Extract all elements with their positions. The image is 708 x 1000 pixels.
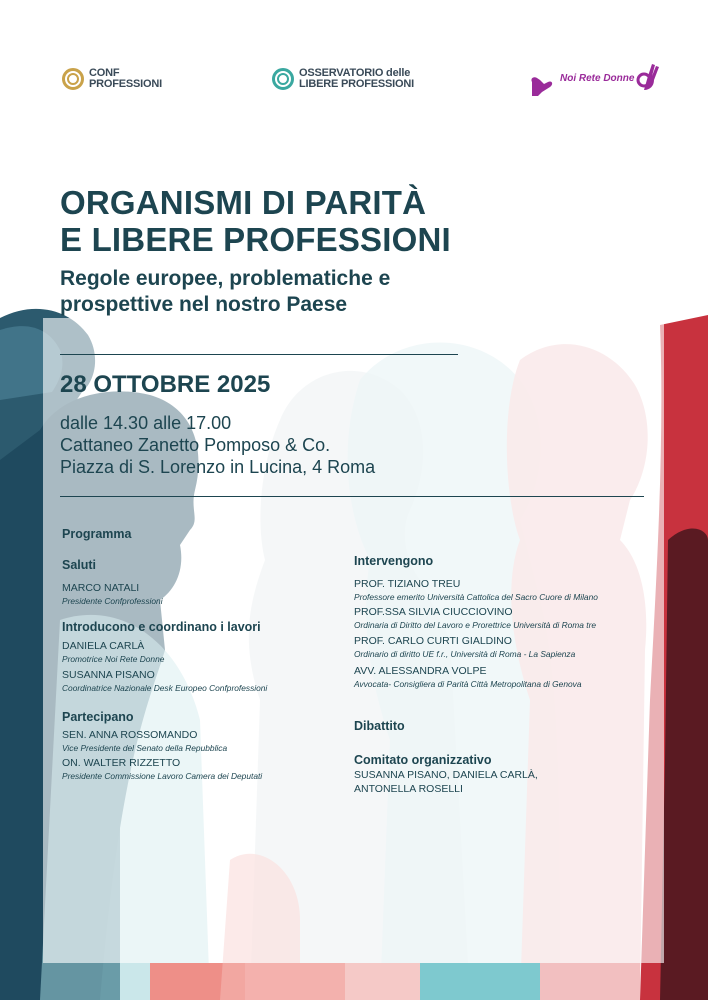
comitato-heading: Comitato organizzativo — [354, 753, 492, 767]
intervengono-heading: Intervengono — [354, 554, 434, 568]
event-venue: Cattaneo Zanetto Pomposo & Co. — [60, 435, 331, 455]
title-line-2: E LIBERE PROFESSIONI — [60, 221, 451, 258]
speaker-role: Coordinatrice Nazionale Desk Europeo Confprofessioni — [62, 683, 268, 693]
speaker-role: Presidente Commissione Lavoro Camera dei Deputati — [62, 771, 263, 781]
divider-top — [60, 354, 458, 355]
osservatorio-line2: LIBERE PROFESSIONI — [299, 78, 414, 90]
event-subtitle — [60, 266, 390, 318]
osservatorio-mark-icon — [272, 68, 294, 90]
partecipano-heading: Partecipano — [62, 710, 134, 724]
confprofessioni-logo — [62, 68, 162, 90]
osservatorio-logo — [272, 68, 414, 90]
event-date: 28 OTTOBRE 2025 — [60, 371, 271, 398]
speaker-name: PROF.SSA SILVIA CIUCCIOVINO — [354, 606, 513, 618]
program-heading: Programma — [62, 527, 132, 541]
title-line-1: ORGANISMI DI PARITÀ — [60, 184, 427, 221]
speaker-role: Vice Presidente del Senato della Repubblica — [62, 743, 228, 753]
ok-hand-icon — [634, 60, 662, 96]
speaker-name: PROF. CARLO CURTI GIALDINO — [354, 635, 512, 647]
speaker-role: Ordinario di diritto UE f.r., Università di Roma - La Sapienza — [354, 649, 576, 659]
speaker-name: SEN. ANNA ROSSOMANDO — [62, 729, 198, 741]
noi-rete-donne-text: Noi Rete Donne — [560, 72, 635, 84]
comitato-members-line-1: SUSANNA PISANO, DANIELA CARLÀ, — [354, 769, 538, 781]
event-time: dalle 14.30 alle 17.00 — [60, 413, 232, 433]
comitato-members-line-2: ANTONELLA ROSELLI — [354, 783, 463, 795]
dibattito-heading: Dibattito — [354, 719, 405, 733]
speaker-role: Presidente Confprofessioni — [62, 596, 163, 606]
osservatorio-line1: OSSERVATORIO delle — [299, 67, 411, 79]
event-address: Piazza di S. Lorenzo in Lucina, 4 Roma — [60, 457, 376, 477]
speaker-role: Ordinaria di Diritto del Lavoro e Prorettrice Università di Roma tre — [354, 620, 597, 630]
confprofessioni-line1: CONF — [89, 67, 120, 79]
speaker-role: Promotrice Noi Rete Donne — [62, 654, 165, 664]
confprofessioni-line2: PROFESSIONI — [89, 78, 162, 90]
confprofessioni-mark-icon — [62, 68, 84, 90]
event-details — [60, 412, 375, 478]
speaker-name: DANIELA CARLÀ — [62, 640, 145, 652]
speaker-name: PROF. TIZIANO TREU — [354, 578, 461, 590]
hand-sign-icon — [528, 60, 558, 96]
subtitle-line-2: prospettive nel nostro Paese — [60, 293, 348, 316]
speaker-name: SUSANNA PISANO — [62, 669, 155, 681]
event-title — [60, 184, 451, 258]
introducono-heading: Introducono e coordinano i lavori — [62, 620, 261, 634]
divider-program — [60, 496, 644, 497]
noi-rete-donne-logo — [528, 60, 662, 96]
speaker-name: MARCO NATALI — [62, 582, 140, 594]
speaker-name: ON. WALTER RIZZETTO — [62, 757, 181, 769]
saluti-heading: Saluti — [62, 558, 97, 572]
speaker-role: Avvocata- Consigliera di Parità Città Metropolitana di Genova — [354, 679, 582, 689]
speaker-role: Professore emerito Università Cattolica del Sacro Cuore di Milano — [354, 592, 598, 602]
subtitle-line-1: Regole europee, problematiche e — [60, 267, 391, 290]
speaker-name: AVV. ALESSANDRA VOLPE — [354, 665, 487, 677]
